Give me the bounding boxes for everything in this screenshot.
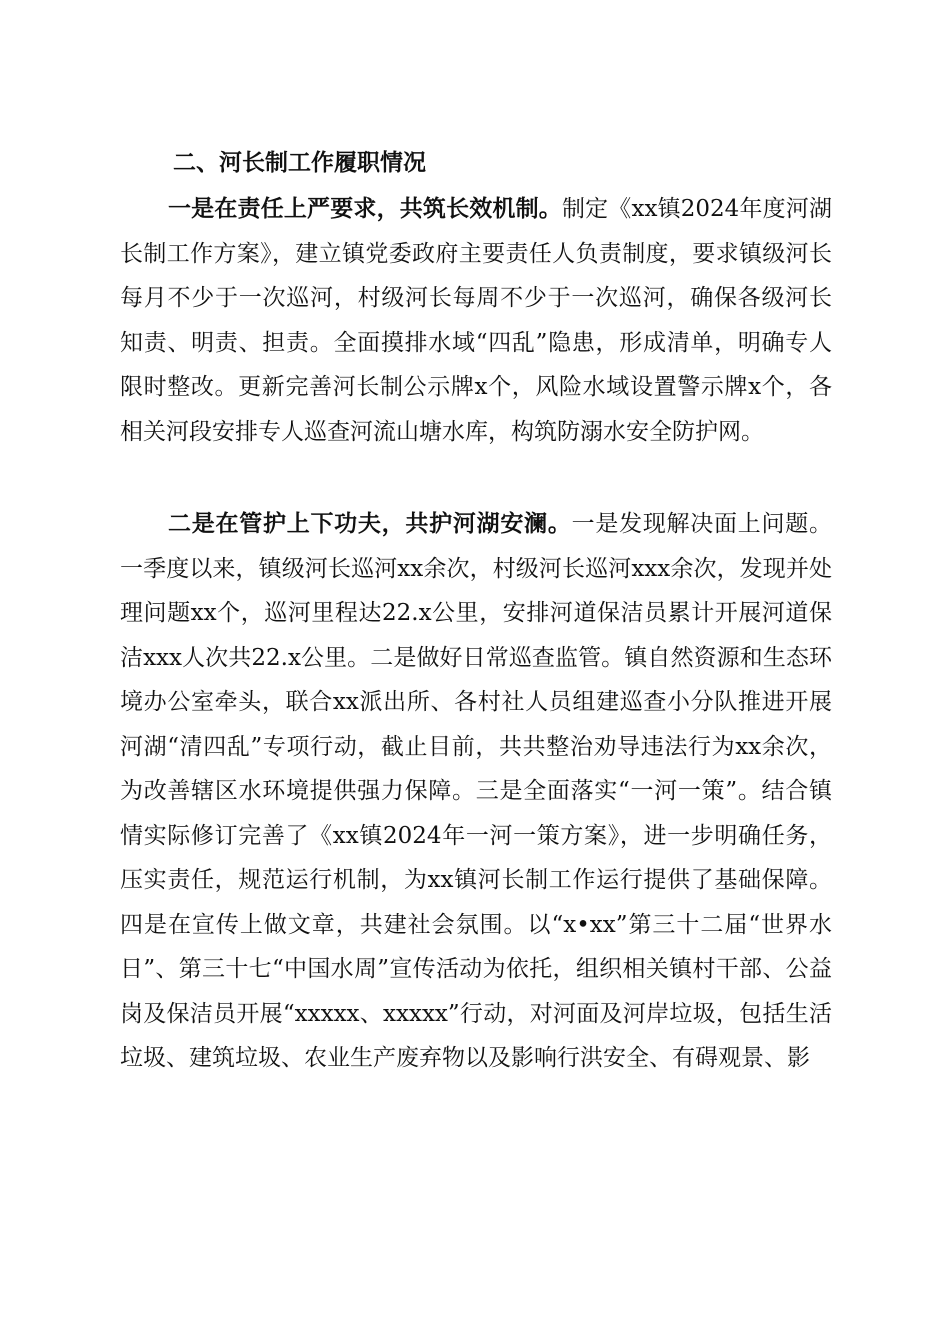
paragraph-lead: 一是在责任上严要求，共筑长效机制。 (168, 195, 562, 222)
paragraph-body: 一是发现解决面上问题。一季度以来，镇级河长巡河xx余次，村级河长巡河xxx余次，发现并处理问题xx个，巡河里程达22.x公里，安排河道保洁员累计开展河道保洁xxx人次共22.x公里。二是做好日常巡查监管。镇自然资源和生态环境办公室牵头，联合xx派出所、各村社人员组建巡查小分队推进开展河湖“清四乱”专项行动，截止目前，共共整治劝导违法行为xx余次，为改善辖区水环境提供强力保障。三是全面落实“一河一策”。结合镇情实际修订完善了《xx镇2024年一河一策方案》，进一步明确任务，压实责任，规范运行机制，为xx镇河长制工作运行提供了基础保障。四是在宣传上做文章，共建社会氛围。以“x•xx”第三十二届“世界水日”、第三十七“中国水周”宣传活动为依托，组织相关镇村干部、公益岗及保洁员开展“xxxxx、xxxxx”行动，对河面及河岸垃圾，包括生活垃圾、建筑垃圾、农业生产废弃物以及影响行洪安全、有碍观景、影 (120, 511, 833, 1071)
paragraph-responsibility (120, 187, 832, 454)
section-heading: 二、河长制工作履职情况 (173, 150, 426, 176)
paragraph-management (120, 502, 832, 1081)
paragraph-body: 制定《xx镇2024年度河湖长制工作方案》，建立镇党委政府主要责任人负责制度，要求镇级河长每月不少于一次巡河，村级河长每周不少于一次巡河，确保各级河长知责、明责、担责。全面摸排水域“四乱”隐患，形成清单，明确专人限时整改。更新完善河长制公示牌x个，风险水域设置警示牌x个，各相关河段安排专人巡查河流山塘水库，构筑防溺水安全防护网。 (120, 196, 832, 445)
paragraph-lead: 二是在管护上下功夫，共护河湖安澜。 (168, 510, 572, 537)
